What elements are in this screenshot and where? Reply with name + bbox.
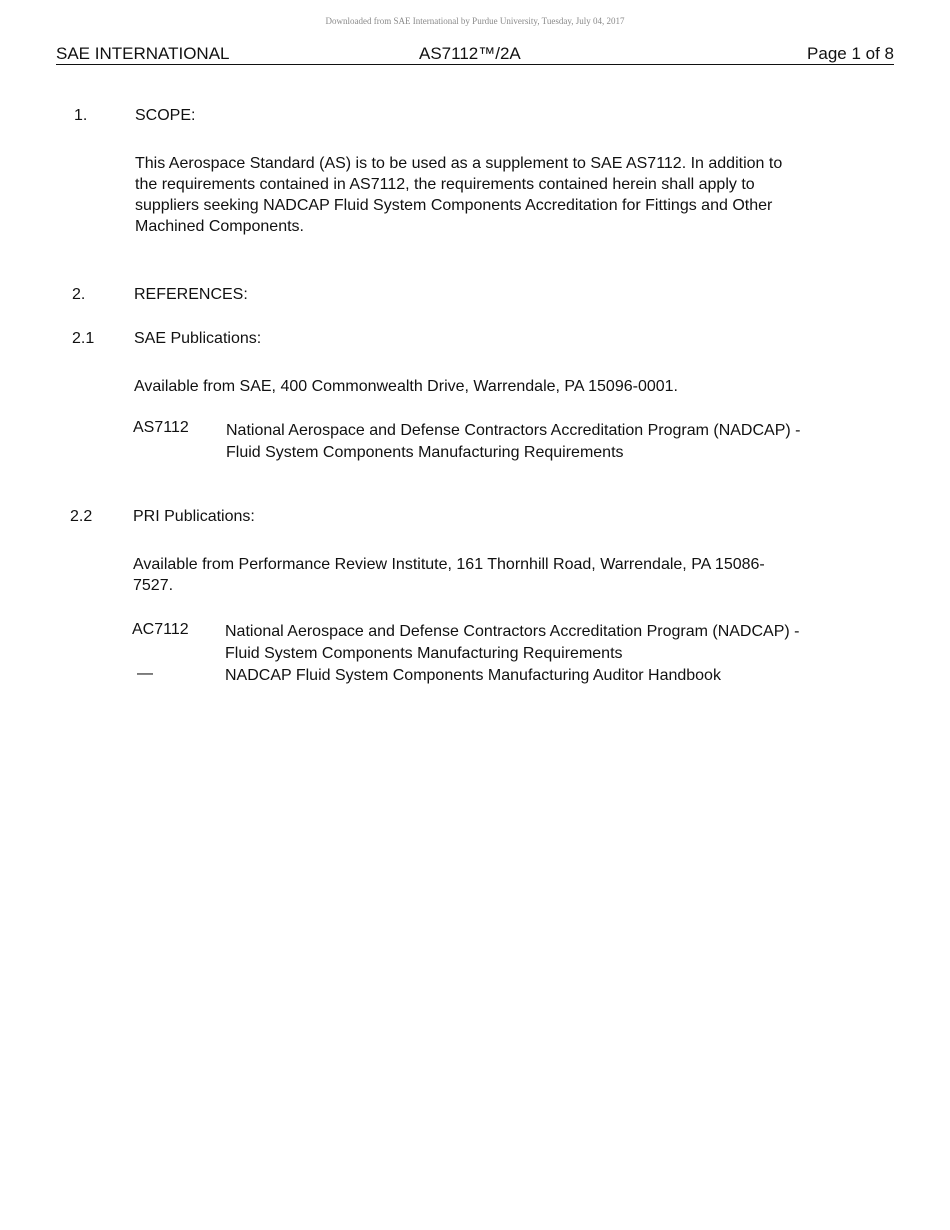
- reference-code: AS7112: [133, 419, 189, 436]
- sae-availability: Available from SAE, 400 Commonwealth Drive, Warrendale, PA 15096-0001.: [134, 378, 678, 395]
- section-heading-sae-publications: SAE Publications:: [134, 330, 262, 347]
- scope-paragraph-line: the requirements contained in AS7112, the requirements contained herein shall apply to: [135, 176, 755, 193]
- section-heading-scope: SCOPE:: [135, 107, 196, 124]
- page-header: [56, 44, 894, 65]
- scope-paragraph-line: suppliers seeking NADCAP Fluid System Components Accreditation for Fittings and Other: [135, 197, 773, 214]
- reference-title: [226, 420, 800, 464]
- header-organization: SAE INTERNATIONAL: [56, 44, 230, 63]
- section-number-references: 2.: [72, 286, 86, 303]
- reference-code: —: [137, 665, 153, 682]
- reference-title-line: Fluid System Components Manufacturing Requirements: [225, 645, 623, 662]
- section-number-sae-publications: 2.1: [72, 330, 95, 347]
- reference-title: [225, 665, 721, 687]
- reference-title-line: NADCAP Fluid System Components Manufacturing Auditor Handbook: [225, 667, 721, 684]
- section-number-pri-publications: 2.2: [70, 508, 93, 525]
- download-notice: Downloaded from SAE International by Purdue University, Tuesday, July 04, 2017: [325, 16, 625, 26]
- reference-title-line: National Aerospace and Defense Contractors Accreditation Program (NADCAP) -: [225, 623, 800, 640]
- reference-title-line: Fluid System Components Manufacturing Requirements: [226, 444, 624, 461]
- header-page-number: Page 1 of 8: [807, 44, 894, 63]
- pri-availability-line: Available from Performance Review Institute, 161 Thornhill Road, Warrendale, PA 15086-: [133, 556, 765, 573]
- reference-code: AC7112: [132, 621, 189, 638]
- scope-paragraph-line: This Aerospace Standard (AS) is to be used as a supplement to SAE AS7112. In addition to: [135, 155, 783, 172]
- scope-paragraph: [135, 153, 782, 237]
- section-heading-pri-publications: PRI Publications:: [133, 508, 255, 525]
- pri-availability: [133, 554, 765, 596]
- reference-title: [225, 621, 799, 665]
- reference-title-line: National Aerospace and Defense Contractors Accreditation Program (NADCAP) -: [226, 422, 801, 439]
- pri-availability-line: 7527.: [133, 577, 174, 594]
- section-heading-references: REFERENCES:: [134, 286, 248, 303]
- scope-paragraph-line: Machined Components.: [135, 218, 304, 235]
- section-number-scope: 1.: [74, 107, 88, 124]
- header-document-id: AS7112™/2A: [419, 44, 521, 63]
